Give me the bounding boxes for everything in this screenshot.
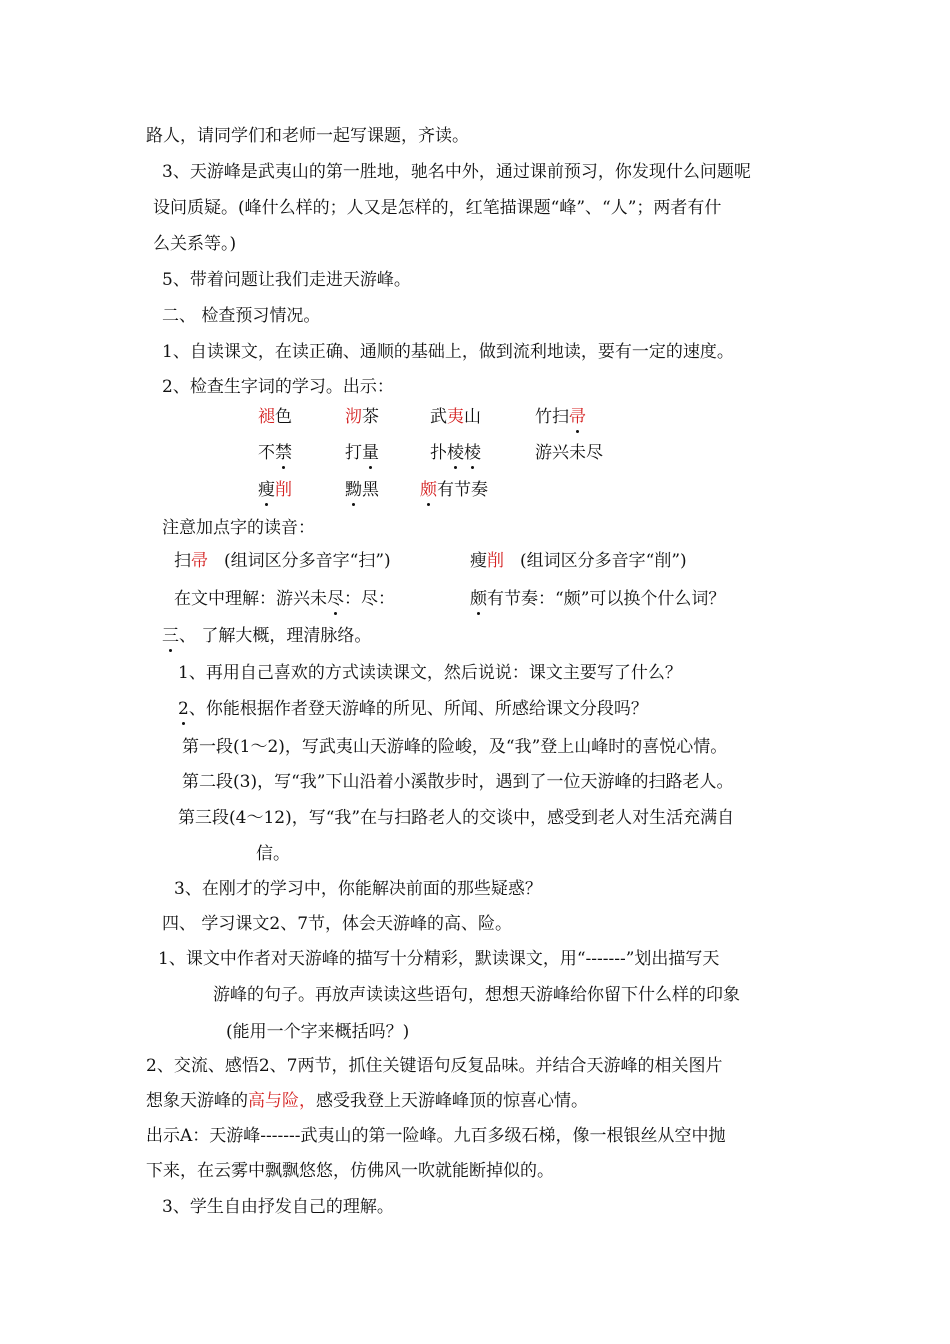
vocab-word: 瘦削 [258,480,292,500]
text-line: 3、在刚才的学习中，你能解决前面的那些疑惑？ [174,879,542,899]
vocab-word: 游兴未尽 [535,443,603,463]
text-line: 信。 [256,844,290,864]
vocab-word: 武夷山 [430,407,481,427]
text-line: 1、课文中作者对天游峰的描写十分精彩，默读课文，用“-------”划出描写天 [158,949,720,969]
section-heading: 四、 学习课文2、7节，体会天游峰的高、险。 [162,914,513,934]
pronunciation-note: 瘦削 (组词区分多音字“削”) [470,551,687,571]
text-line: 游峰的句子。再放声读读这些语句，想想天游峰给你留下什么样的印象 [213,985,740,1005]
text-line: 出示A：天游峰-------武夷山的第一险峰。九百多级石梯，像一根银丝从空中抛 [146,1126,726,1146]
text-line: 下来，在云雾中飘飘悠悠，仿佛风一吹就能断掉似的。 [146,1161,554,1181]
text-line: 3、学生自由抒发自己的理解。 [162,1197,394,1217]
text-line: 1、自读课文，在读正确、通顺的基础上，做到流利地读，要有一定的速度。 [162,342,734,362]
vocab-word: 褪色 [258,407,292,427]
text-line: 2、检查生字词的学习。出示： [162,377,394,397]
vocab-word: 扑棱棱 [430,443,481,463]
text-line: 2、你能根据作者登天游峰的所见、所闻、所感给课文分段吗？ [178,699,648,719]
text-line: 想象天游峰的高与险，感受我登上天游峰峰顶的惊喜心情。 [146,1091,588,1111]
text-line: 第二段(3)，写“我”下山沿着小溪散步时，遇到了一位天游峰的扫路老人。 [182,772,734,792]
vocab-word: 黝黑 [345,480,379,500]
vocab-word: 沏茶 [345,407,379,427]
vocab-word: 竹扫帚 [535,407,586,427]
text-line: 5、带着问题让我们走进天游峰。 [162,270,411,290]
text-line: 1、再用自己喜欢的方式读读课文，然后说说：课文主要写了什么？ [178,663,682,683]
section-heading: 二、 检查预习情况。 [162,306,321,326]
text-line: 路人，请同学们和老师一起写课题，齐读。 [146,126,469,146]
text-line: 第三段(4～12)，写“我”在与扫路老人的交谈中，感受到老人对生活充满自 [178,808,735,828]
text-line: (能用一个字来概括吗？) [226,1022,410,1042]
text-line: 颇有节奏：“颇”可以换个什么词？ [470,589,726,609]
text-line: 2、交流、感悟2、7两节，抓住关键语句反复品味。并结合天游峰的相关图片 [146,1056,723,1076]
text-line: 第一段(1～2)，写武夷山天游峰的险峻，及“我”登上山峰时的喜悦心情。 [182,737,728,757]
pronunciation-note: 扫帚 (组词区分多音字“扫”) [174,551,391,571]
vocab-word: 打量 [345,443,379,463]
text-line: 设问质疑。(峰什么样的；人又是怎样的，红笔描课题“峰”、“人”；两者有什 [153,198,722,218]
text-line: 注意加点字的读音： [162,518,315,538]
text-line: 在文中理解：游兴未尽：尽： [174,589,395,609]
text-line: 3、天游峰是武夷山的第一胜地，驰名中外，通过课前预习，你发现什么问题呢 [162,162,751,182]
vocab-word: 不禁 [258,443,292,463]
vocab-word: 颇有节奏 [420,480,488,500]
text-line: 么关系等。) [153,234,237,254]
section-heading: 三、 了解大概，理清脉络。 [162,626,372,646]
